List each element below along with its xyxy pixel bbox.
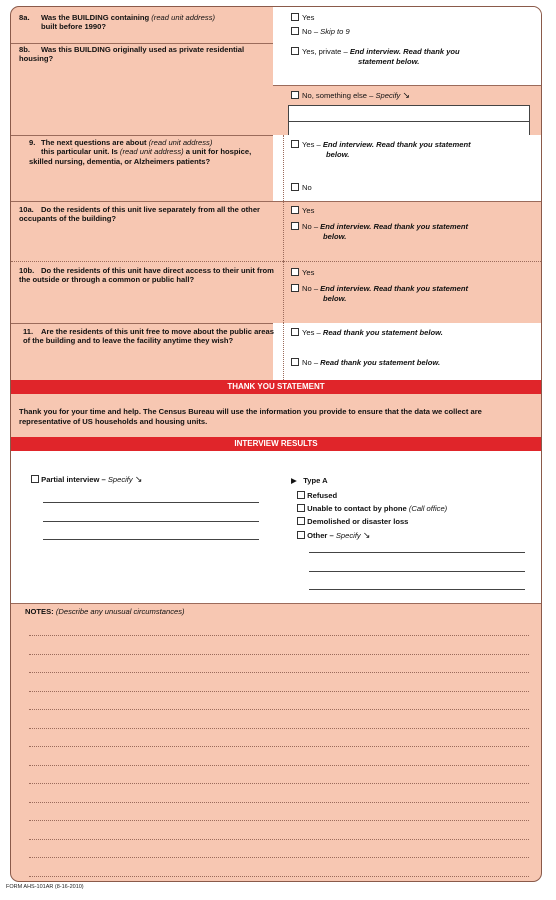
interview-results-header: INTERVIEW RESULTS — [11, 437, 541, 451]
specify-arrow-icon: ↘ — [134, 474, 143, 484]
q11-no-option[interactable]: No – Read thank you statement below. — [291, 358, 440, 367]
thank-you-header: THANK YOU STATEMENT — [11, 380, 541, 394]
unable-option[interactable]: Unable to contact by phone (Call office) — [297, 504, 447, 513]
q9-no-checkbox[interactable] — [291, 183, 299, 191]
thank-you-text: Thank you for your time and help. The Census Bureau will use the information you provide to ensure that the data we collect are representative of US households and housing units. — [19, 407, 482, 426]
q8b-yes-option[interactable]: Yes, private – End interview. Read thank you — [291, 47, 460, 56]
partial-interview-checkbox[interactable] — [31, 475, 39, 483]
notes-line — [29, 635, 529, 636]
demolished-option[interactable]: Demolished or disaster loss — [297, 517, 408, 526]
q11-no-checkbox[interactable] — [291, 358, 299, 366]
q10b-yes-checkbox[interactable] — [291, 268, 299, 276]
notes-line — [29, 802, 529, 803]
unable-checkbox[interactable] — [297, 504, 305, 512]
notes-line — [29, 765, 529, 766]
other-specify-line-2[interactable] — [309, 571, 525, 572]
other-checkbox[interactable] — [297, 531, 305, 539]
q10a-no-checkbox[interactable] — [291, 222, 299, 230]
notes-line — [29, 857, 529, 858]
notes-line — [29, 839, 529, 840]
q9-no-option[interactable]: No — [291, 183, 312, 192]
notes-line — [29, 709, 529, 710]
q11-yes-checkbox[interactable] — [291, 328, 299, 336]
question-11: 11. Are the residents of this unit free to move about the public areas of the building and to leave the facility anytime they wish? Yes – Read thank you statement below. No – Read thank you statement below. — [11, 323, 541, 380]
q8a-number: 8a. — [19, 13, 30, 22]
notes-line — [29, 783, 529, 784]
partial-interview-option[interactable]: Partial interview – Specify ↘ — [31, 474, 142, 485]
partial-specify-line-1[interactable] — [43, 502, 259, 503]
q10b-no-checkbox[interactable] — [291, 284, 299, 292]
q8a-no-checkbox[interactable] — [291, 27, 299, 35]
form-number: FORM AHS-101AR (8-16-2010) — [6, 884, 84, 890]
q8a-yes-checkbox[interactable] — [291, 13, 299, 21]
notes-label: NOTES: (Describe any unusual circumstances) — [25, 607, 185, 616]
q10a-yes-checkbox[interactable] — [291, 206, 299, 214]
question-10a: 10a. Do the residents of this unit live separately from all the other occupants of the building? Yes No – End interview. Read thank you statement below. — [11, 201, 541, 262]
type-a-label: ▶ Type A — [291, 476, 328, 485]
q8b-no-checkbox[interactable] — [291, 91, 299, 99]
q10a-yes-option[interactable]: Yes — [291, 206, 314, 215]
notes-line — [29, 672, 529, 673]
other-specify-line-3[interactable] — [309, 589, 525, 590]
demolished-checkbox[interactable] — [297, 517, 305, 525]
refused-checkbox[interactable] — [297, 491, 305, 499]
q9-yes-checkbox[interactable] — [291, 140, 299, 148]
q8b-yes-checkbox[interactable] — [291, 47, 299, 55]
pointer-triangle-icon: ▶ — [291, 476, 297, 485]
q8a-yes-option[interactable]: Yes — [291, 13, 314, 22]
notes-line — [29, 728, 529, 729]
partial-specify-line-2[interactable] — [43, 521, 259, 522]
q10b-no-option[interactable]: No – End interview. Read thank you statement — [291, 284, 468, 293]
other-specify-line-1[interactable] — [309, 552, 525, 553]
question-10b: 10b. Do the residents of this unit have direct access to their unit from the outside or through a common or public hall? Yes No – End interview. Read thank you statement below. — [11, 261, 541, 324]
survey-form — [10, 6, 542, 882]
q10b-yes-option[interactable]: Yes — [291, 268, 314, 277]
q8a-no-option[interactable]: No – Skip to 9 — [291, 27, 350, 36]
q10a-no-option[interactable]: No – End interview. Read thank you statement — [291, 222, 468, 231]
notes-line — [29, 654, 529, 655]
question-8a: 8a. Was the BUILDING containing (read unit address) built before 1990? Yes No – Skip to 9 — [11, 7, 541, 44]
refused-option[interactable]: Refused — [297, 491, 337, 500]
specify-arrow-icon: ↘ — [362, 530, 371, 540]
partial-specify-line-3[interactable] — [43, 539, 259, 540]
notes-line — [29, 876, 529, 877]
q11-yes-option[interactable]: Yes – Read thank you statement below. — [291, 328, 443, 337]
notes-line — [29, 691, 529, 692]
notes-line — [29, 820, 529, 821]
question-8b: 8b. Was this BUILDING originally used as private residential housing? Yes, private – End interview. Read thank you statement below. No, something else – Specify ↘ — [11, 43, 541, 136]
notes-line — [29, 746, 529, 747]
question-9: 9. The next questions are about (read unit address) this particular unit. Is (read unit address) a unit for hospice, skilled nursing, dementia, or Alzheimers patients? Yes – End interview. Read thank you statement below. No — [11, 135, 541, 202]
interview-results-panel — [11, 451, 541, 604]
q8b-no-option[interactable]: No, something else – Specify ↘ — [291, 91, 410, 100]
specify-arrow-icon: ↘ — [402, 90, 411, 100]
other-option[interactable]: Other – Specify ↘ — [297, 530, 370, 541]
q9-yes-option[interactable]: Yes – End interview. Read thank you statement — [291, 140, 471, 149]
